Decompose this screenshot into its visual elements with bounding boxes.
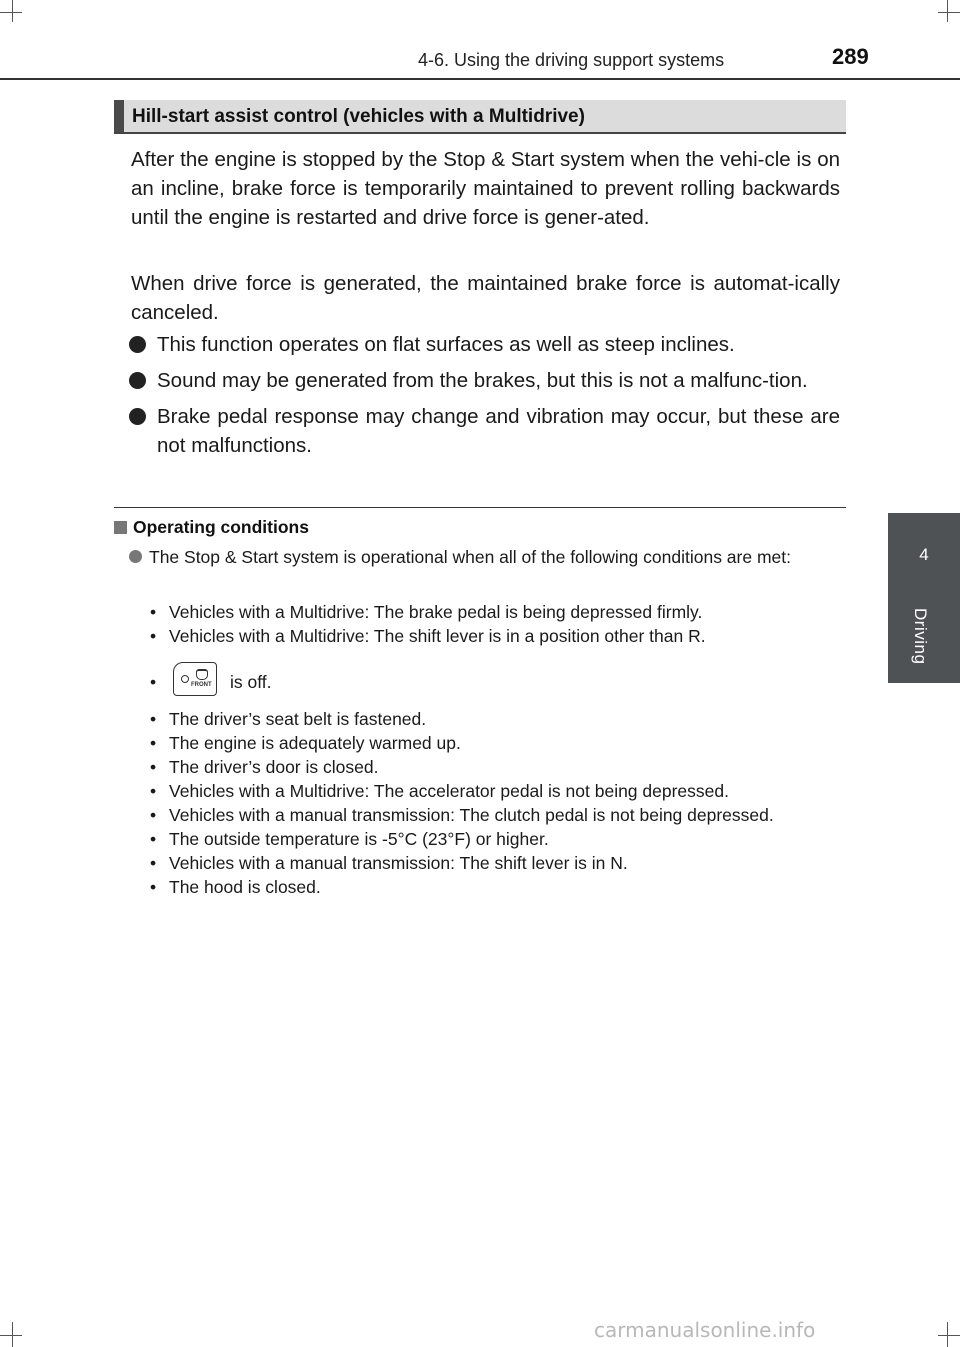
page-number: 289 xyxy=(832,44,869,69)
running-header-title: 4-6. Using the driving support systems xyxy=(418,50,725,70)
square-marker-icon xyxy=(114,521,127,534)
list-item-text: The driver’s door is closed. xyxy=(169,757,379,777)
bullet-list xyxy=(128,330,840,467)
indicator-light-icon xyxy=(181,675,189,683)
list-item-text: Vehicles with a Multidrive: The brake pedal is being depressed firmly. xyxy=(169,602,703,622)
list-item xyxy=(150,827,840,851)
bullet-text: Brake pedal response may change and vibration may occur, but these are not malfunctions. xyxy=(157,405,840,457)
list-item-text: The engine is adequately warmed up. xyxy=(169,733,461,753)
list-bullet: • xyxy=(150,626,157,646)
chapter-side-tab[interactable] xyxy=(888,513,960,683)
list-bullet: • xyxy=(150,805,157,825)
crop-mark xyxy=(938,12,960,13)
list-bullet: • xyxy=(150,602,157,622)
circle-marker-icon xyxy=(129,550,142,563)
list-item-text: is off. xyxy=(230,672,272,692)
list-item-text: Vehicles with a Multidrive: The accelerator pedal is not being depressed. xyxy=(169,781,729,801)
chapter-number: 4 xyxy=(919,545,929,564)
list-bullet: • xyxy=(150,877,157,897)
body-paragraph: When drive force is generated, the maintained brake force is automat-ically canceled. xyxy=(131,272,840,324)
crop-mark xyxy=(12,0,13,22)
list-item-text: Vehicles with a manual transmission: The shift lever is in N. xyxy=(169,853,628,873)
conditions-intro xyxy=(129,545,846,569)
list-item xyxy=(150,731,840,755)
list-bullet: • xyxy=(150,757,157,777)
list-item xyxy=(150,707,840,731)
list-item-text: The outside temperature is -5°C (23°F) or higher. xyxy=(169,829,549,849)
front-label: FRONT xyxy=(191,682,212,688)
list-item xyxy=(150,624,840,648)
bullet-dot-icon xyxy=(129,408,146,425)
list-item xyxy=(150,779,840,803)
bullet-text: This function operates on flat surfaces as well as steep inclines. xyxy=(157,333,735,356)
list-bullet: • xyxy=(150,672,157,692)
list-item xyxy=(150,875,840,899)
section-header-bar xyxy=(114,100,124,132)
list-item xyxy=(150,803,840,827)
conditions-list xyxy=(150,600,840,648)
list-item xyxy=(150,851,840,875)
windshield-icon xyxy=(196,669,208,680)
body-paragraph: After the engine is stopped by the Stop & Start system when the vehi-cle is on an incline, brake force is temporarily maintained to prevent rolling backwards until the engine is restarted and drive force is gener-ated. xyxy=(131,148,840,229)
list-item-text: The hood is closed. xyxy=(169,877,321,897)
conditions-intro-text: The Stop & Start system is operational when all of the following conditions are met: xyxy=(149,547,791,567)
list-item-text: The driver’s seat belt is fastened. xyxy=(169,709,427,729)
bullet-dot-icon xyxy=(129,372,146,389)
section-title: Hill-start assist control (vehicles with a Multidrive) xyxy=(132,106,585,127)
list-bullet: • xyxy=(150,709,157,729)
bullet-text: Sound may be generated from the brakes, but this is not a malfunc-tion. xyxy=(157,369,808,392)
bullet-dot-icon xyxy=(129,336,146,353)
crop-mark xyxy=(0,12,22,13)
chapter-label: Driving xyxy=(911,608,930,665)
list-item xyxy=(150,755,840,779)
conditions-list xyxy=(150,707,840,899)
bullet-item xyxy=(128,366,840,395)
section-divider xyxy=(114,507,846,508)
list-item-text: Vehicles with a Multidrive: The shift lever is in a position other than R. xyxy=(169,626,706,646)
list-bullet: • xyxy=(150,853,157,873)
watermark: carmanualsonline.info xyxy=(594,1318,816,1342)
front-defogger-switch-icon xyxy=(173,662,217,696)
list-bullet: • xyxy=(150,733,157,753)
list-bullet: • xyxy=(150,829,157,849)
section-header xyxy=(114,100,846,134)
crop-mark xyxy=(0,1335,22,1336)
list-item-text: Vehicles with a manual transmission: The clutch pedal is not being depressed. xyxy=(169,805,774,825)
subsection-heading xyxy=(114,517,309,538)
bullet-item xyxy=(128,402,840,460)
bullet-item xyxy=(128,330,840,359)
header-rule xyxy=(0,78,960,80)
list-item xyxy=(150,600,840,624)
list-bullet: • xyxy=(150,781,157,801)
crop-mark xyxy=(947,0,948,22)
crop-mark xyxy=(938,1335,960,1336)
subsection-heading-text: Operating conditions xyxy=(133,517,309,537)
